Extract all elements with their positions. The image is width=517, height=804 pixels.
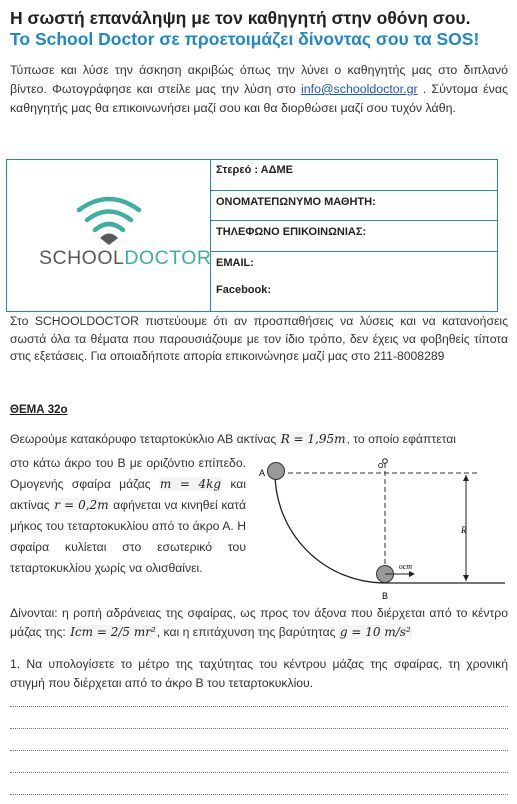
answer-line[interactable]	[10, 749, 508, 751]
email-link[interactable]: info@schooldoctor.gr	[301, 82, 418, 96]
answer-line[interactable]	[10, 793, 508, 795]
mass-formula: m = 4kg	[159, 477, 222, 491]
field-facebook[interactable]: Facebook:	[216, 284, 272, 296]
student-info-card	[6, 159, 498, 312]
label-A: A	[259, 468, 266, 478]
problem-description: στο κάτω άκρο του Β με οριζόντιο επίπεδο. Ομογενής σφαίρα μάζας m = 4kg και ακτίνας r = 0,2m αφήνεται να κινηθεί κατά μήκος του τεταρτοκυκλίου από το άκρο Α. Η σφαίρα κυλίεται στο εσωτερικό του τεταρτοκυκλίου χωρίς να ολισθαίνει.	[10, 456, 247, 575]
field-student-name[interactable]: ΟΝΟΜΑΤΕΠΩΝΥΜΟ ΜΑΘΗΤΗ:	[211, 191, 497, 221]
small-radius-formula: r = 0,2m	[54, 498, 109, 512]
intro-text-end: . Σύντομα ένας καθηγητής μας θα επικοινωνήσει μαζί σου και θα διορθώσει μαζί σου τυχόν λάθη.	[10, 82, 508, 115]
radius-formula: R = 1,95m	[280, 432, 346, 446]
inertia-formula: Icm = 2/5 mr²	[70, 625, 156, 639]
label-R: R	[461, 525, 467, 535]
quarter-circle-diagram	[255, 455, 510, 603]
page-subtitle: Το School Doctor σε προετοιμάζει δίνοντας σου τα SOS!	[10, 29, 480, 49]
intro-text: Τύπωσε και λύσε την άσκηση ακριβώς όπως την λύνει ο καθηγητής μας στο διπλανό βίντεο. Φωτογράφησε και στείλε μας την λύση στο	[10, 63, 508, 96]
given-data: Δίνονται: η ροπή αδράνειας της σφαίρας, ως προς τον άξονα που διέρχεται από το κέντρο μάζας της: Icm = 2/5 mr², και η επιτάχυνση της βαρύτητας g = 10 m/s²	[10, 606, 508, 639]
schooldoctor-logo	[7, 160, 211, 311]
field-email[interactable]: EMAIL:	[216, 257, 254, 269]
theme-heading: ΘΕΜΑ 32ο	[10, 404, 68, 416]
wifi-signal-icon	[7, 160, 210, 250]
intro-paragraph	[10, 61, 508, 118]
field-phone[interactable]: ΤΗΛΕΦΩΝΟ ΕΠΙΚΟΙΝΩΝΙΑΣ:	[211, 221, 497, 252]
gravity-formula: g = 10 m/s²	[339, 625, 411, 639]
problem-intro-line: Θεωρούμε κατακόρυφο τεταρτοκύκλιο ΑΒ ακτίνας R = 1,95m, το οποίο εφάπτεται	[10, 432, 457, 446]
label-B: B	[382, 591, 389, 601]
answer-line[interactable]	[10, 771, 508, 773]
page-title: Η σωστή επανάληψη με τον καθηγητή στην οθόνη σου.	[10, 8, 471, 28]
label-O: O	[378, 463, 384, 470]
question-1: 1. Να υπολογίσετε το μέτρο της ταχύτητας του κέντρου μάζας της σφαίρας, τη χρονική στιγμή που διέρχεται από το άκρο Β του τεταρτοκυκλίου.	[10, 657, 508, 690]
answer-line[interactable]	[10, 705, 508, 707]
school-info-paragraph: Στο SCHOOLDOCTOR πιστεύουμε ότι αν προσπαθήσεις να λύσεις και να κατανοήσεις σωστά όλα τα θέματα που παρουσιάζουμε με τον ίδιο τρόπο, δεν έχεις να φοβηθείς τίποτα στις εξετάσεις. Για οποιαδήποτε απορία επικοινώνησε μαζί μας στο 211-8008289	[10, 314, 508, 363]
field-subject: Στερεό : ΑΔΜΕ	[211, 160, 497, 191]
logo-wordmark: SCHOOLDOCTOR	[39, 247, 212, 269]
answer-line[interactable]	[10, 727, 508, 729]
label-velocity: υcm	[399, 562, 412, 571]
